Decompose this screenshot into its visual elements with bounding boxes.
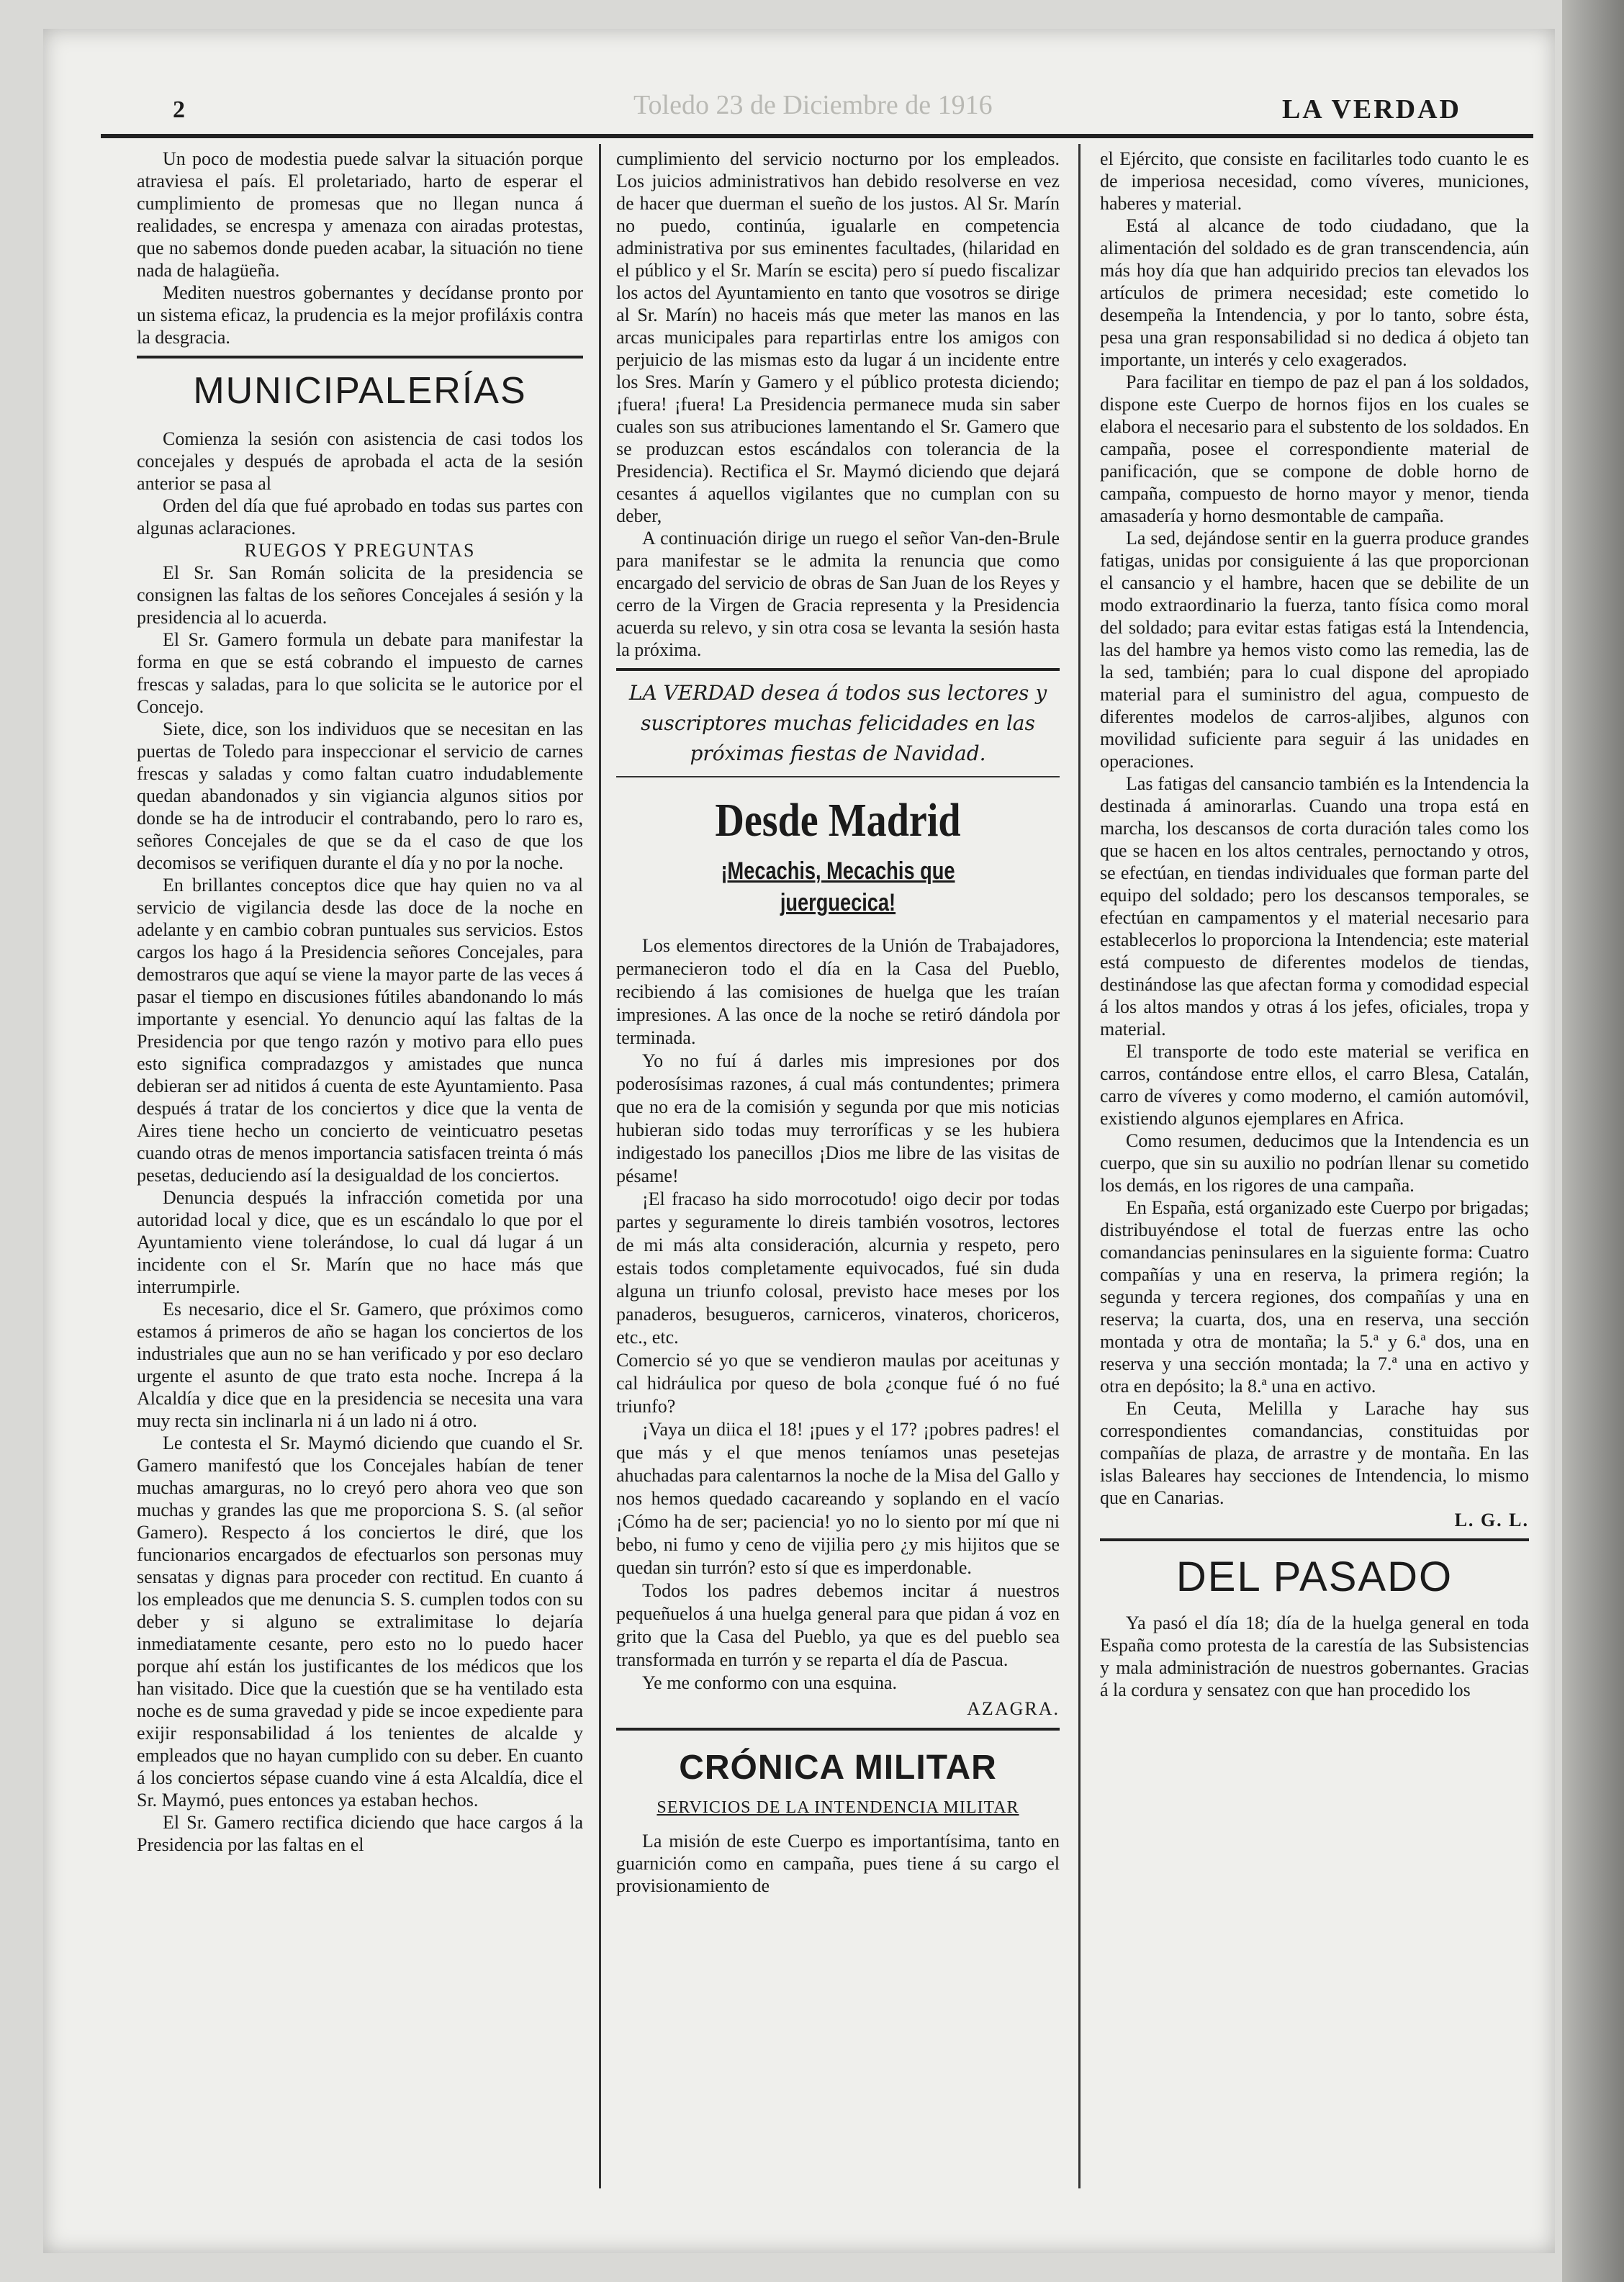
- ruegos-subheading: RUEGOS Y PREGUNTAS: [244, 540, 476, 561]
- article-paragraph: Como resumen, deducimos que la Intendencia es un cuerpo, que sin su auxilio no podrían llenar su cometido los demás, en los rigores de una campaña.: [1100, 1130, 1529, 1196]
- article-paragraph: La sed, dejándose sentir en la guerra produce grandes fatigas, unidas por consiguiente á las que proporcionan el cansancio y el hambre, hacen que se debilite de un modo extraordinario la fuerza, tanto física como moral del soldado; para evitar estas fatigas está la Intendencia, las del hambre ya hemos visto como las remedia, las de la sed, también; para lo cual dispone del apropiado material para el suministro del agua, compuesto de diferentes modelos de carros-aljibes, algunos con movilidad suficiente para seguir á las unidades en operaciones.: [1100, 528, 1529, 772]
- header-date: Toledo 23 de Diciembre de 1916: [633, 90, 993, 120]
- desde-madrid-title: Desde Madrid: [715, 794, 961, 847]
- section-rule: [616, 1728, 1060, 1731]
- article-paragraph: En Ceuta, Melilla y Larache hay sus correspondientes comandancias, constituidas por compañías de plaza, de arrastre y de montaña. En las islas Baleares hay secciones de Intendencia, lo mismo que en Canarias.: [1100, 1398, 1529, 1508]
- section-rule: [616, 668, 1060, 671]
- article-paragraph: Comercio sé yo que se vendieron maulas por aceitunas y cal hidráulica por queso de bola ¿conque fué ó no fué triunfo?: [616, 1350, 1060, 1417]
- cronica-militar-title: CRÓNICA MILITAR: [679, 1749, 997, 1787]
- article-paragraph: Orden del día que fué aprobado en todas sus partes con algunas aclaraciones.: [137, 495, 583, 538]
- article-paragraph: El transporte de todo este material se verifica en carros, contándose entre ellos, el carro Blesa, Catalán, carro de víveres y como moderno, el camión automóvil, existiendo algunos ejemplares en Africa.: [1100, 1041, 1529, 1129]
- article-paragraph: En brillantes conceptos dice que hay quien no va al servicio de vigilancia desde las doce de la noche en adelante y en cambio cobran puntuales sus servicios. Estos cargos los hago á la Presidencia señores Concejales, para demostraros que aquí se viene la mayor parte de las veces á pasar el tiempo en discusiones fútiles abandonando lo más importante y esencial. Yo denuncio aquí las faltas de la Presidencia por que tengo razón y motivo para ello pues esto significa compradazgos y amistades que nunca debieran ser ad nitidos á cuenta de este Ayuntamiento. Pasa después á tratar de los conciertos y dice que la venta de Aires tiene hecho un concierto de veinticuatro pesetas cuando otras de menos importancia satisfacen treinta ó más pesetas, deduciendo así la desigualdad de los conciertos.: [137, 875, 583, 1186]
- municipalerias-title: MUNICIPALERÍAS: [193, 370, 527, 412]
- article-paragraph: La misión de este Cuerpo es importantísima, tanto en guarnición como en campaña, pues tiene á su cargo el provisionamiento de: [616, 1831, 1060, 1896]
- section-rule: [1100, 1538, 1529, 1541]
- newspaper-name: LA VERDAD: [1281, 94, 1461, 125]
- column-1: [137, 148, 583, 2185]
- desde-madrid-subtitle: ¡Mecachis, Mecachis que juerguecica!: [721, 857, 955, 916]
- column-rule-1: [599, 144, 601, 2188]
- article-initials: L. G. L.: [1454, 1510, 1529, 1530]
- page-number: 2: [173, 96, 185, 123]
- article-paragraph: En España, está organizado este Cuerpo por brigadas; distribuyéndose el total de fuerzas entre las ocho comandancias peninsulares en la siguiente forma: Cuatro compañías y una en reserva, la primera región; la segunda y tercera regiones, dos compañías y una en reserva; la cuarta, dos, una en reserva, una sección montada y otra de montaña; la 5.ª y 6.ª dos, una en reserva y una sección montada; la 7.ª una en activo y otra en depósito; la 8.ª una en activo.: [1100, 1197, 1529, 1397]
- article-paragraph: Todos los padres debemos incitar á nuestros pequeñuelos á una huelga general para que pidan á voz en grito que la Casa del Pueblo, ya que es del pueblo sea transformada en turrón y se reparta el día de Pascua.: [616, 1580, 1060, 1670]
- article-paragraph: El Sr. San Román solicita de la presidencia se consignen las faltas de los señores Concejales á sesión y la presidencia al lo acuerda.: [137, 562, 583, 628]
- article-paragraph: Comienza la sesión con asistencia de casi todos los concejales y después de aprobada el acta de la sesión anterior se pasa al: [137, 428, 583, 494]
- intro-paragraph: Un poco de modestia puede salvar la situación porque atraviesa el país. El proletariado, harto de esperar el cumplimiento de promesas que no llegan nunca á realidades, se encrespa y amenaza con airadas protestas, que no sabemos donde pueden acabar, la situación no tiene nada de halagüeña.: [137, 148, 583, 281]
- desde-madrid-article: [616, 934, 1060, 1720]
- column-3: [1100, 148, 1529, 2185]
- intro-paragraph: Mediten nuestros gobernantes y decídanse pronto por un sistema eficaz, la prudencia es la mejor profiláxis contra la desgracia.: [137, 282, 583, 348]
- article-paragraph: Le contesta el Sr. Maymó diciendo que cuando el Sr. Gamero manifestó que los Concejales habían de tener muchas amarguras, no lo creyó pero ahora veo que son muchas y grandes las que me proporciona S. S. (al señor Gamero). Respecto á los conciertos le diré, que los funcionarios encargados de efectuarlos son personas muy sensatas y dignas para proceder con rectitud. En cuanto á los empleados que me denuncia S. S. cumplen todos con su deber y si alguno se extralimitase lo dejaría inmediatamente cesante, pero esto no lo puedo hacer porque ahí están los justificantes de los médicos que los han visitado. Dice que la cuestión que se ha ventilado esta noche es de suma gravedad y pide se incoe expediente para exijir responsabilidad á los tenientes de alcalde y empleados que no hayan cumplido con su deber. En cuanto á los conciertos sépase cuando vine á esta Alcaldía, dice el Sr. Maymó, pues entonces ya estaban hechos.: [137, 1433, 583, 1810]
- column-rule-2: [1078, 144, 1081, 2188]
- article-paragraph: Denuncia después la infracción cometida por una autoridad local y dice, que es un escándalo lo que por el Ayuntamiento viene tolerándose, lo cual dá lugar á un incidente con el Sr. Marín que no hace más que interrumpirle.: [137, 1187, 583, 1297]
- article-paragraph: ¡El fracaso ha sido morrocotudo! oigo decir por todas partes y seguramente lo direis también vosotros, lectores de mi más alta consideración, alcurnia y respeto, pero estais todos completamente equivocados, fué sin duda alguna un triunfo colosal, previsto hace meses por los panaderos, besugueros, carniceros, vinateros, choriceros, etc., etc.: [616, 1189, 1060, 1348]
- article-paragraph: El Sr. Gamero rectifica diciendo que hace cargos á la Presidencia por las faltas en el: [137, 1812, 583, 1855]
- del-pasado-title: DEL PASADO: [1176, 1553, 1453, 1600]
- article-paragraph: Para facilitar en tiempo de paz el pan á los soldados, dispone este Cuerpo de hornos fijos en los cuales se elabora el necesario para el substento de los soldados. En campaña, posee el correspondiente material de panificación, que se compone de doble horno de campaña, compuesto de horno mayor y menor, tienda amasadería y horno desmontable de campaña.: [1100, 371, 1529, 526]
- article-paragraph: Yo no fuí á darles mis impresiones por dos poderosísimas razones, á cual más contundentes; primera que no era de la comisión y segunda por que mis noticias hubieran sido todas muy terroríficas y se les hubiera indigestado los panecillos ¡Dios me libre de las visitas de pésame!: [616, 1050, 1060, 1186]
- article-paragraph: ¡Vaya un diica el 18! ¡pues y el 17? ¡pobres padres! el que más y el que menos teníamos unas pesetejas ahuchadas para calentarnos la noche de la Misa del Gallo y nos hemos quedado cacareando y soplando en el vacío ¡Cómo ha de ser; paciencia! yo no lo siento por mí que ni bebo, ni fumo y ceno de vijilia pero ¿y mis hijitos que se quedan sin turrón? esto sí que es imperdonable.: [616, 1419, 1060, 1578]
- section-rule: [616, 776, 1060, 777]
- header-rule: [101, 134, 1533, 138]
- article-paragraph: cumplimiento del servicio nocturno por los empleados. Los juicios administrativos han debido resolverse en vez de hacer que duerman el sueño de los justos. Al Sr. Marín no puedo, continúa, igualarle en competencia administrativa por sus eminentes facultades, (hilaridad en el público y el Sr. Marín se escita) pero sí puedo fiscalizar los actos del Ayuntamiento en tanto que vosotros se dirige al Sr. Marín) no haceis más que meter las manos en las arcas municipales para repartirlas entre los amigos con perjuicio de las mismas esto da lugar á un incidente entre los Sres. Marín y Gamero y el público protesta diciendo; ¡fuera! ¡fuera! La Presidencia permanece muda sin saber cuales son sus atribuciones lamentando el Sr. Gamero que se produzcan estos escándalos con tolerancia de la Presidencia). Rectifica el Sr. Maymó diciendo que dejará cesantes á aquellos vigilantes que no cumplan con su deber,: [616, 148, 1060, 526]
- article-paragraph: Es necesario, dice el Sr. Gamero, que próximos como estamos á primeros de año se hagan los conciertos de los industriales que aun no se han verificado y por eso declaro urgente el asunto de que trato esta noche. Increpa á la Alcaldía y dice que en la presidencia se necesita una vara muy recta sin inclinarla ni á un lado ni á otro.: [137, 1299, 583, 1431]
- article-paragraph: Los elementos directores de la Unión de Trabajadores, permanecieron todo el día en la Casa del Pueblo, recibiendo á las comisiones de huelga que les traían impresiones. A las once de la noche se retiró dándola por terminada.: [616, 935, 1060, 1048]
- article-paragraph: El Sr. Gamero formula un debate para manifestar la forma en que se está cobrando el impuesto de carnes frescas y saladas, para lo que solicita se le autorice por el Concejo.: [137, 629, 583, 717]
- article-paragraph: Ya pasó el día 18; día de la huelga general en toda España como protesta de la carestía de las Subsistencias y mala administración de nuestros gobernantes. Gracias á la cordura y sensatez con que han procedido los: [1100, 1613, 1529, 1700]
- article-signature: AZAGRA.: [967, 1698, 1060, 1719]
- article-paragraph: A continuación dirige un ruego el señor Van-den-Brule para manifestar se le admita la renuncia que como encargado del servicio de obras de San Juan de los Reyes y cerro de la Virgen de Gracia representa y la Presidencia acuerda su relevo, y sin otra cosa se levanta la sesión hasta la próxima.: [616, 528, 1060, 660]
- article-paragraph: Ye me conformo con una esquina.: [642, 1672, 898, 1693]
- column-2: [616, 148, 1060, 2185]
- article-paragraph: el Ejército, que consiste en facilitarles todo cuanto le es de imperiosa necesidad, como víveres, municiones, haberes y material.: [1100, 148, 1529, 214]
- page-edge-strip: [1562, 0, 1624, 2282]
- article-paragraph: Las fatigas del cansancio también es la Intendencia la destinada á aminorarlas. Cuando una tropa está en marcha, los descansos de corta duración tales como los que se hacen en los altos centrales, pernoctando y otros, se efectúan, en tiendas individuales que forman parte del equipo del soldado; pero los descansos temporales, se efectúan en campamentos y el material necesario para establecerlos lo proporciona la Intendencia; este material está compuesto de diferentes modelos de tiendas, destinándose las que afectan forma y comodidad especial á los altos mandos y otras á los jefes, oficiales, tropa y material.: [1100, 773, 1529, 1039]
- page-header: [101, 86, 1512, 137]
- article-paragraph: Siete, dice, son los individuos que se necesitan en las puertas de Toledo para inspeccionar el servicio de carnes frescas y saladas y como faltan cuatro indudablemente quedan abandonados y sin vigiancia algunos sitios por donde se ha de introducir el contrabando, pero lo raro es, señores Concejales de que se da el caso de que los decomisos se verifiquen durante el día y no por la noche.: [137, 718, 583, 873]
- article-paragraph: Está al alcance de todo ciudadano, que la alimentación del soldado es de gran transcendencia, aún más hoy día que han adquirido precios tan elevados los artículos de primera necesidad; este cometido lo desempeña la Intendencia, y por lo tanto, sobre ésta, pesa una gran responsabilidad si no dedica á objeto tan importante, un interés y celo exagerados.: [1100, 215, 1529, 370]
- christmas-greeting: LA VERDAD desea á todos sus lectores y suscriptores muchas felicidades en las próximas fiestas de Navidad.: [628, 681, 1047, 765]
- section-rule: [137, 356, 583, 358]
- cronica-militar-subtitle: SERVICIOS DE LA INTENDENCIA MILITAR: [657, 1798, 1019, 1817]
